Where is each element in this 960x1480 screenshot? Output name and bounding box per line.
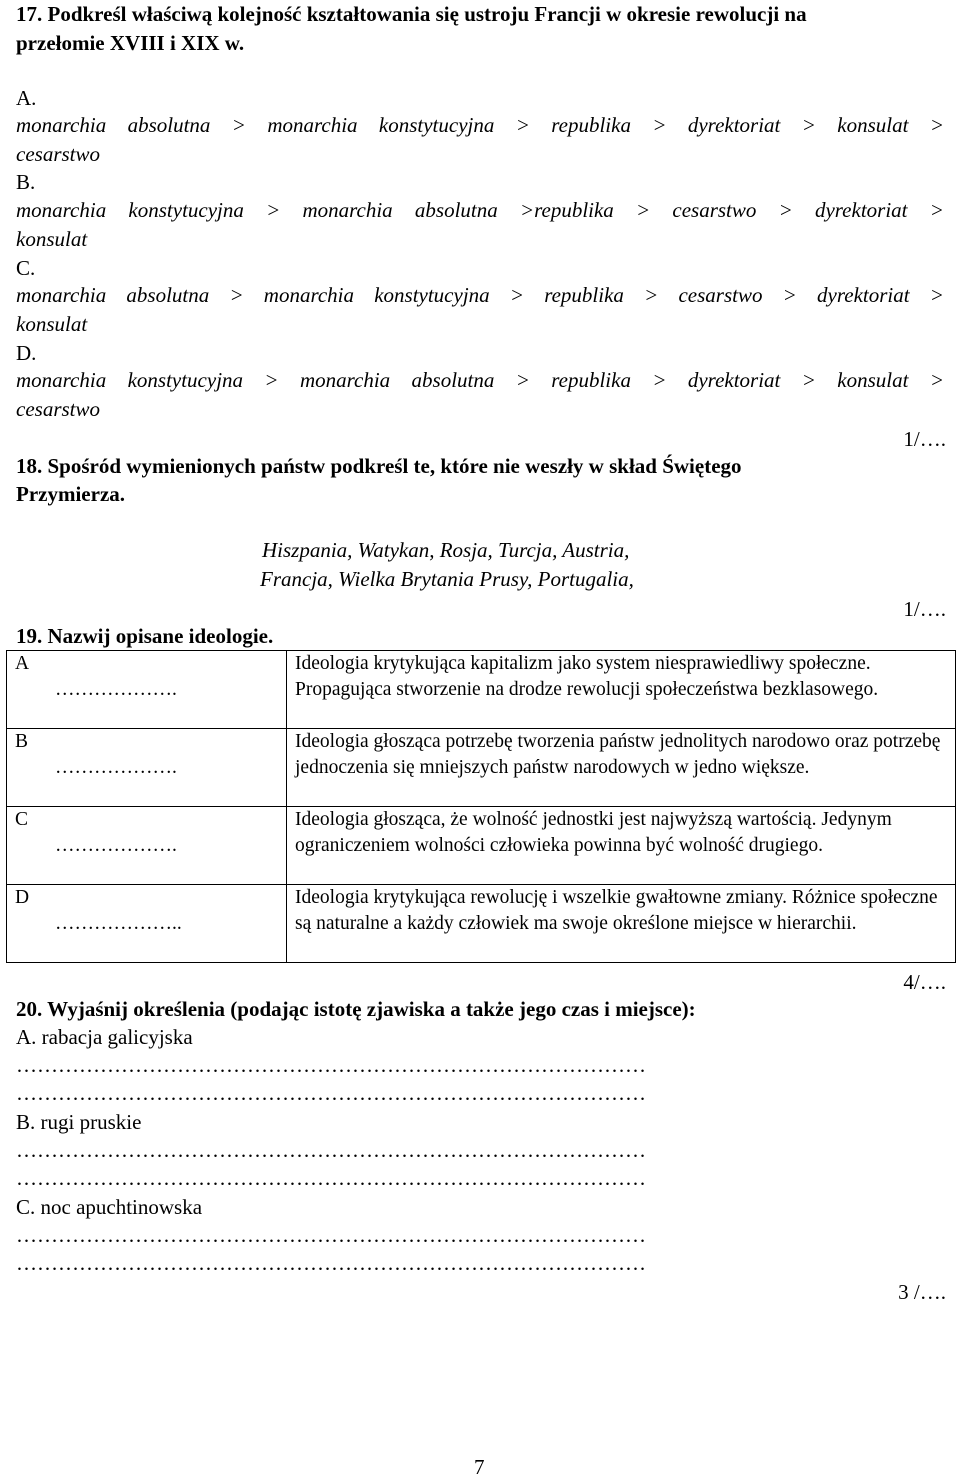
ideology-description: Ideologia głosząca potrzebę tworzenia państw jednolitych narodowo oraz potrzebę jednoczenia się mniejszych państw narodowych w jedno większe. <box>287 729 956 807</box>
option-word: > <box>229 283 244 307</box>
option-word: absolutna <box>127 113 211 137</box>
q17-option-a-line2: cesarstwo <box>16 142 100 166</box>
q18-title-line1: 18. Spośród wymienionych państw podkreśl te, które nie weszły w skład Świętego <box>16 454 742 478</box>
option-word: konsulat <box>837 113 909 137</box>
option-word: > <box>515 113 530 137</box>
option-word: monarchia <box>263 283 355 307</box>
option-word: > <box>652 368 667 392</box>
option-word: > <box>636 198 651 222</box>
table-row <box>7 651 956 729</box>
option-word: absolutna <box>411 368 495 392</box>
option-word: konsulat <box>837 368 909 392</box>
table-row <box>7 885 956 963</box>
q20-answer-line[interactable]: ……………………………………………………………………………… <box>16 1081 646 1105</box>
option-word: > <box>778 198 793 222</box>
q20-answer-line[interactable]: ……………………………………………………………………………… <box>16 1053 646 1077</box>
q17-option-a-letter: A. <box>16 86 37 110</box>
option-word: > <box>929 113 944 137</box>
ideology-answer-dots: ………………. <box>55 679 177 700</box>
q17-option-d-line2: cesarstwo <box>16 397 100 421</box>
q17-option-c-line1 <box>16 283 944 308</box>
option-word: monarchia <box>299 368 391 392</box>
q17-option-c-line2: konsulat <box>16 312 88 336</box>
table-row <box>7 807 956 885</box>
q18-states-line2: Francja, Wielka Brytania Prusy, Portugalia, <box>260 567 634 591</box>
q20-term-a: A. rabacja galicyjska <box>16 1025 193 1049</box>
option-word: > <box>515 368 530 392</box>
option-word: monarchia <box>302 198 393 222</box>
option-word: monarchia <box>16 283 107 307</box>
q18-title-line2: Przymierza. <box>16 482 126 506</box>
q20-answer-line[interactable]: ……………………………………………………………………………… <box>16 1166 646 1190</box>
q17-option-b-line1 <box>16 198 944 223</box>
option-word: > <box>644 283 659 307</box>
option-word: >republika <box>519 198 614 222</box>
option-word: monarchia <box>16 198 107 222</box>
q17-score: 1/…. <box>903 427 946 451</box>
q18-score: 1/…. <box>903 597 946 621</box>
q17-option-d-line1 <box>16 368 944 393</box>
option-word: monarchia <box>16 368 107 392</box>
q20-title: 20. Wyjaśnij określenia (podając istotę zjawiska a także jego czas i miejsce): <box>16 997 696 1021</box>
option-word: monarchia <box>267 113 358 137</box>
ideology-answer-cell[interactable] <box>7 651 287 729</box>
ideology-letter: B <box>15 731 29 752</box>
ideology-description: Ideologia głosząca, że wolność jednostki jest najwyższą wartością. Jedynym ograniczeniem wolności człowieka powinna być wolność drugiego. <box>287 807 956 885</box>
option-word: > <box>231 113 246 137</box>
ideology-answer-dots: ………………. <box>55 757 177 778</box>
q17-title-line2: przełomie XVIII i XIX w. <box>16 31 245 55</box>
option-word: konstytucyjna <box>127 368 244 392</box>
option-word: republika <box>551 368 631 392</box>
ideology-answer-dots: ……………….. <box>55 913 182 934</box>
option-word: konstytucyjna <box>374 283 490 307</box>
option-word: > <box>266 198 281 222</box>
ideology-letter: C <box>15 809 29 830</box>
option-word: > <box>801 113 816 137</box>
option-word: > <box>509 283 525 307</box>
q17-option-c-letter: C. <box>16 256 36 280</box>
option-word: absolutna <box>126 283 210 307</box>
option-word: cesarstwo <box>678 283 763 307</box>
option-word: konstytucyjna <box>128 198 244 222</box>
option-word: republika <box>551 113 631 137</box>
option-word: > <box>782 283 797 307</box>
page-number: 7 <box>474 1455 485 1479</box>
option-word: dyrektoriat <box>817 283 910 307</box>
q20-answer-line[interactable]: ……………………………………………………………………………… <box>16 1138 646 1162</box>
option-word: monarchia <box>16 113 107 137</box>
option-word: > <box>929 283 944 307</box>
option-word: > <box>264 368 279 392</box>
option-word: cesarstwo <box>672 198 757 222</box>
q20-answer-line[interactable]: ……………………………………………………………………………… <box>16 1251 646 1275</box>
option-word: > <box>801 368 816 392</box>
q20-term-c: C. noc apuchtinowska <box>16 1195 203 1219</box>
option-word: dyrektoriat <box>687 368 781 392</box>
ideology-description: Ideologia krytykująca rewolucję i wszelkie gwałtowne zmiany. Różnice społeczne są naturalne a każdy człowiek ma swoje określone miejsce w hierarchii. <box>287 885 956 963</box>
q19-title: 19. Nazwij opisane ideologie. <box>16 624 274 648</box>
option-word: dyrektoriat <box>814 198 908 222</box>
q17-option-b-letter: B. <box>16 170 36 194</box>
q17-title-line1: 17. Podkreśl właściwą kolejność kształtowania się ustroju Francji w okresie rewolucji na <box>16 2 807 26</box>
ideology-letter: D <box>15 887 30 908</box>
q19-score: 4/…. <box>903 970 946 994</box>
q18-states-line1: Hiszpania, Watykan, Rosja, Turcja, Austria, <box>262 538 630 562</box>
ideology-answer-dots: ………………. <box>55 835 177 856</box>
q17-option-d-letter: D. <box>16 341 37 365</box>
ideology-answer-cell[interactable] <box>7 885 287 963</box>
q17-option-b-line2: konsulat <box>16 227 88 251</box>
q20-answer-line[interactable]: ……………………………………………………………………………… <box>16 1223 646 1247</box>
option-word: > <box>929 368 944 392</box>
option-word: konstytucyjna <box>378 113 495 137</box>
q17-option-a-line1 <box>16 113 944 138</box>
option-word: dyrektoriat <box>687 113 781 137</box>
ideology-answer-cell[interactable] <box>7 807 287 885</box>
q20-term-b: B. rugi pruskie <box>16 1110 142 1134</box>
option-word: > <box>929 198 944 222</box>
ideology-description: Ideologia krytykująca kapitalizm jako system niesprawiedliwy społeczne. Propagująca stworzenie na drodze rewolucji społeczeństwa bezklasowego. <box>287 651 956 729</box>
q20-score: 3 /…. <box>898 1280 946 1304</box>
option-word: > <box>652 113 667 137</box>
ideology-answer-cell[interactable] <box>7 729 287 807</box>
option-word: absolutna <box>414 198 498 222</box>
option-word: republika <box>544 283 624 307</box>
table-row <box>7 729 956 807</box>
ideology-letter: A <box>15 653 30 674</box>
ideology-table <box>6 650 956 963</box>
